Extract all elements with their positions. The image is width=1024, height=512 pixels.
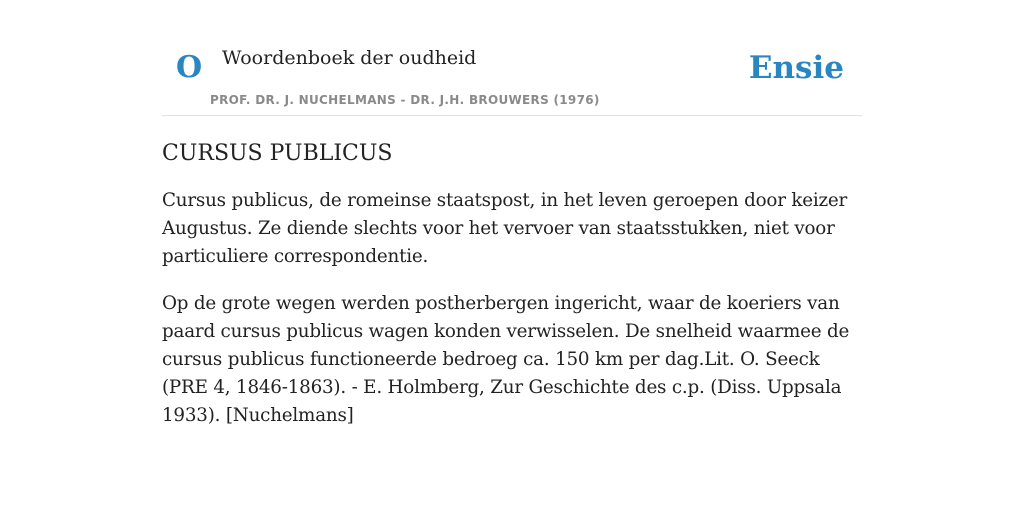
entry-title: CURSUS PUBLICUS: [162, 141, 393, 166]
ensie-logo-link[interactable]: Ensie: [748, 50, 844, 86]
index-letter[interactable]: O: [176, 50, 203, 85]
entry-paragraph: Cursus publicus, de romeinse staatspost, in het leven geroepen door keizer Augustus. Ze diende slechts voor het vervoer van staatsstukken, niet voor particuliere correspondentie.: [162, 189, 848, 267]
entry-content: [162, 140, 862, 430]
book-authors: PROF. DR. J. NUCHELMANS - DR. J.H. BROUWERS (1976): [210, 93, 600, 107]
book-title[interactable]: Woordenboek der oudheid: [222, 47, 477, 69]
entry-paragraph: Op de grote wegen werden postherbergen ingericht, waar de koeriers van paard cursus publicus wagen konden verwisselen. De snelheid waarmee de cursus publicus functioneerde bedroeg ca. 150 km per dag.Lit. O. Seeck (PRE 4, 1846-1863). - E. Holmberg, Zur Geschichte des c.p. (Diss. Uppsala 1933). [Nuchelmans]: [162, 292, 850, 426]
page-header: [162, 40, 862, 116]
